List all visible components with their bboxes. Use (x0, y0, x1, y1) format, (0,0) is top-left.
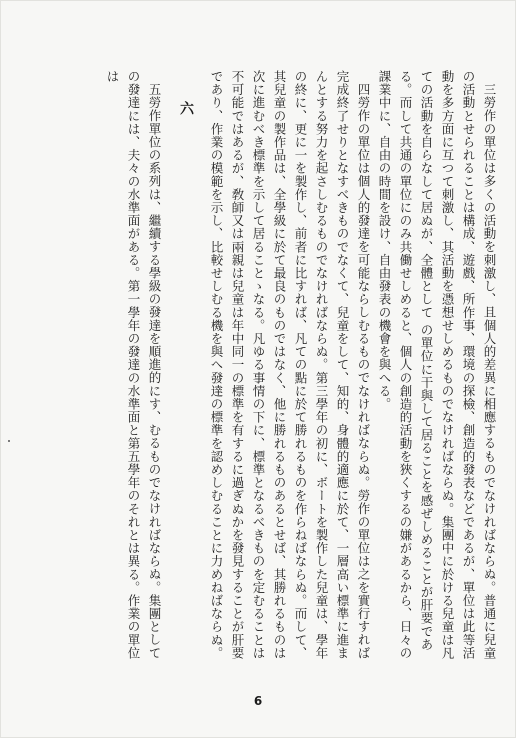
margin-mark (8, 440, 10, 442)
page-number: 6 (253, 694, 263, 708)
paragraph-item-4: 四勞作の單位は個人的發達を可能ならしむるものでなければならぬ。勞作の單位は之を實行すれば完成終了せりとなすべきものでなくて、兒童をして、知的、身體的適應に於て、一層高い標準に進まんとする努力を起さしむるものでなければならぬ。第三學年の初に、ボートを製作した兒童は、學年の終に、更に一を製作し、前者に比すれば、凡ての點に於て勝れるものを作らねばならぬ。而して、其兒童の製作品は、全學級に於て最良のものではなく、他に勝れるものあるとせば、其勝れるものは次に進むべき標準を示して居ることゝなる。凡ゆる事情の下に、標準となるべきものを定むることは不可能ではあるが、敎師又は兩親は兒童は年中同一の標準を有するに過ぎぬかを發見することが肝要であり、作業の模範を示し、比較せしむる機を與へ發達の標準を認めしむることに力めねばならぬ。 (209, 70, 371, 660)
vertical-text-body (30, 70, 500, 660)
section-heading: 六 (178, 100, 194, 117)
paragraph-item-3: 三勞作の單位は多くの活動を刺激し、且個人的差異に相應するものでなければならぬ。普通に兒童の活動とせられることは構成、遊戲、所作事、環境の探檢、創造的發表などであるが、單位は此等活動を多方面に互つて刺激し、其活動を憑想せしめるものでなければならぬ。集團中に於ける兒童は凡ての活動を自らなして居ぬが、全體として の單位に干與して居ることを感ぜしめることが肝要である。而して共通の單位にのみ共働せしめると、個人の創造的活動を狹くするの嫌があるから、日々の課業中に、自由の時間を設け、自由發表の機會を與へる。 (377, 70, 497, 660)
paragraph-item-5: 五勞作單位の系列は、繼續する學級の發達を順進的にす、むるものでなければならぬ。集團としての發達には、夫々の水準面がある。第一學年の發達の水準面と第五學年のそれとは異る。作業の單位は (105, 70, 162, 660)
